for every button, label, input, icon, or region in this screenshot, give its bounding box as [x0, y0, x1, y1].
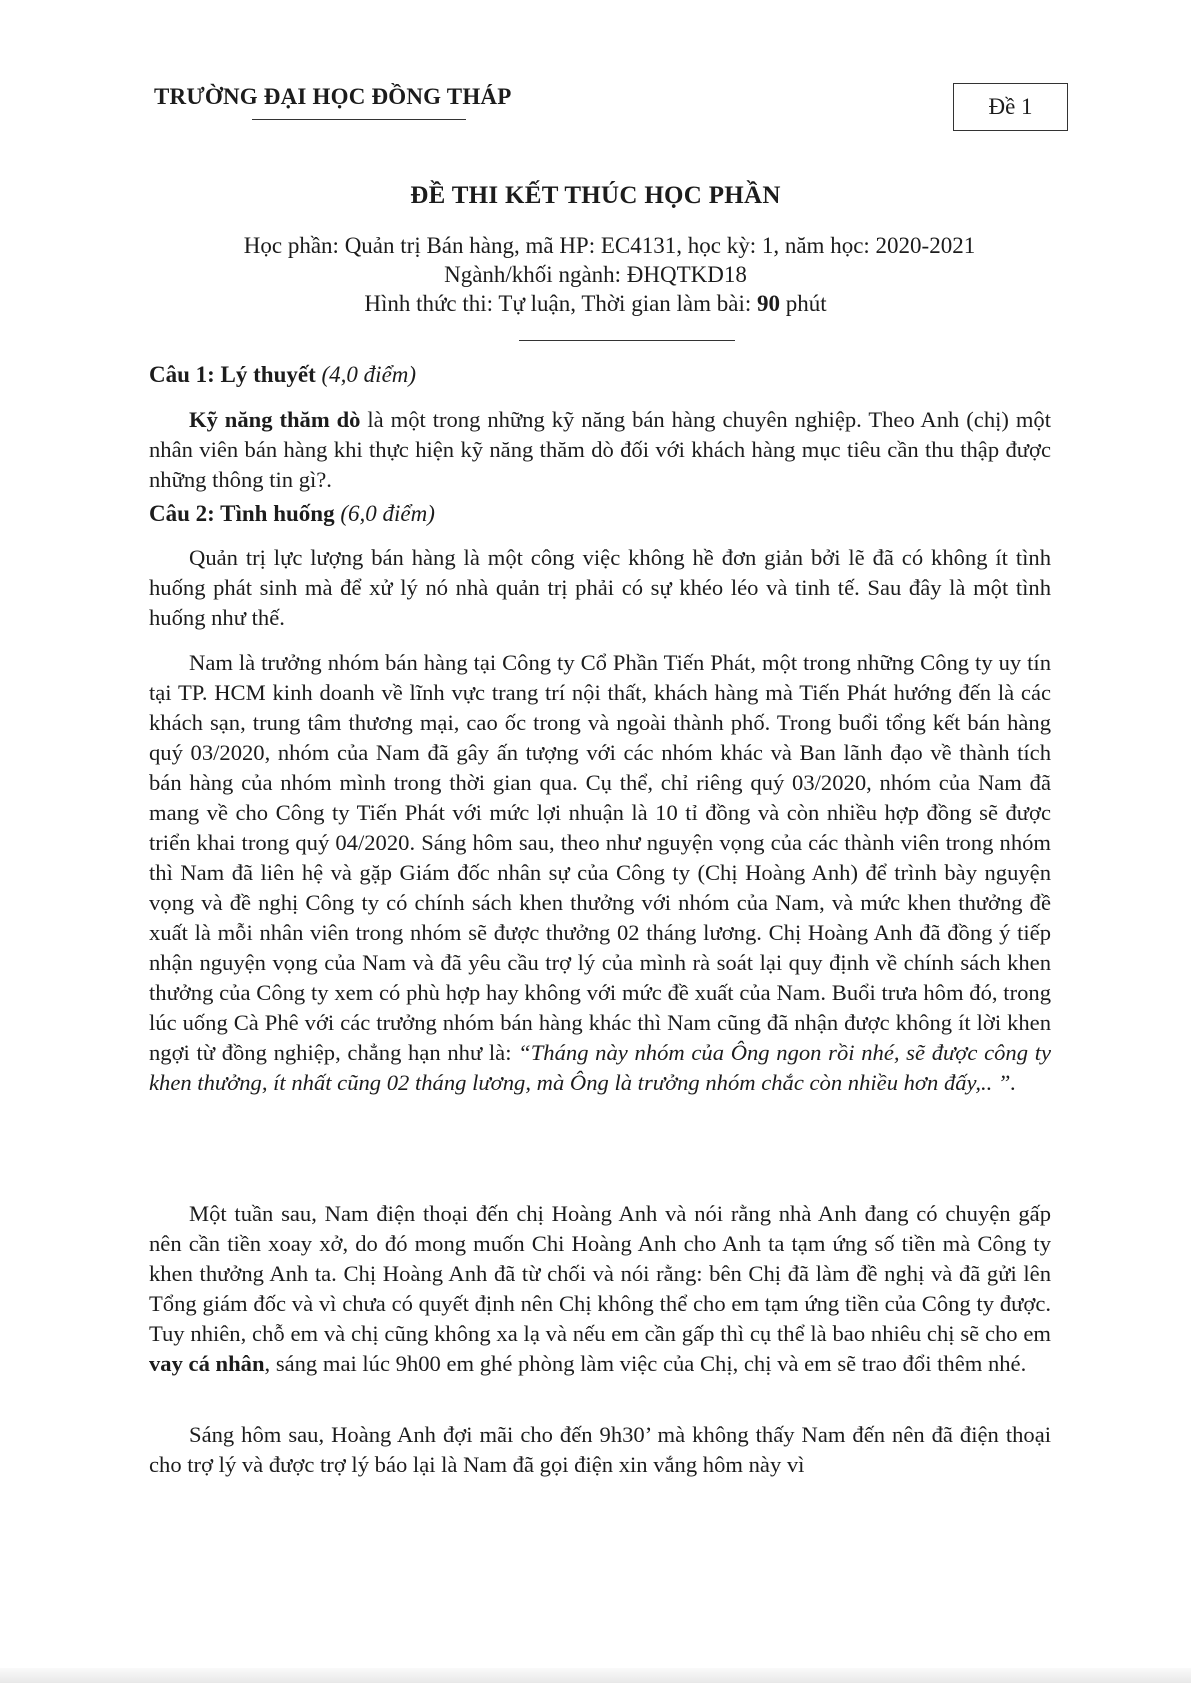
question-1-body: [149, 405, 1051, 495]
case-paragraph-2-text: Nam là trưởng nhóm bán hàng tại Công ty Cổ Phần Tiến Phát, một trong những Công ty uy tín tại TP. HCM kinh doanh về lĩnh vực trang trí nội thất, khách hàng mà Tiến Phát hướng đến là các khách sạn, trung tâm thương mại, cao ốc trong và ngoài thành phố. Trong buổi tổng kết bán hàng quý 03/2020, nhóm của Nam đã gây ấn tượng với các nhóm khác và Ban lãnh đạo về thành tích bán hàng của nhóm mình trong thời gian qua. Cụ thể, chỉ riêng quý 03/2020, nhóm của Nam đã mang về cho Công ty Tiến Phát với mức lợi nhuận là 10 tỉ đồng và còn nhiều hợp đồng sẽ được triển khai trong quý 04/2020. Sáng hôm sau, theo như nguyện vọng của các thành viên trong nhóm thì Nam đã liên hệ và gặp Giám đốc nhân sự của Công ty (Chị Hoàng Anh) để trình bày nguyện vọng và đề nghị Công ty có chính sách khen thưởng với nhóm của Nam, và mức khen thưởng đề xuất là mỗi nhân viên trong nhóm sẽ được thưởng 02 tháng lương. Chị Hoàng Anh đã đồng ý tiếp nhận nguyện vọng của Nam và đã yêu cầu trợ lý của mình rà soát lại quy định về chính sách khen thưởng của Công ty xem có phù hợp hay không với mức đề xuất của Nam. Buổi trưa hôm đó, trong lúc uống Cà Phê với các trưởng nhóm bán hàng khác thì Nam cũng đã nhận được không ít lời khen ngợi từ đồng nghiệp, chẳng hạn như là:: [149, 650, 1051, 1065]
school-underline: [252, 119, 466, 120]
question-1-heading: [149, 362, 416, 388]
case-paragraph-2: [149, 648, 1051, 1098]
format-prefix: Hình thức thi: Tự luận, Thời gian làm bài:: [364, 291, 758, 316]
case-paragraph-3-bold: vay cá nhân: [149, 1351, 265, 1376]
question-1-keyword: Kỹ năng thăm dò: [189, 407, 361, 432]
exam-format-info: [0, 291, 1191, 317]
title-divider: [519, 340, 735, 341]
question-2-points: (6,0 điểm): [340, 501, 435, 526]
school-name: TRƯỜNG ĐẠI HỌC ĐỒNG THÁP: [154, 84, 512, 109]
question-1-label: Câu 1: Lý thuyết: [149, 362, 322, 387]
question-2-label: Câu 2: Tình huống: [149, 501, 341, 526]
case-paragraph-2-quote: “Tháng này nhóm của Ông ngon rồi nhé, sẽ được công ty khen thưởng, ít nhất cũng 02 tháng lương, mà Ông là trưởng nhóm chắc còn nhiều hơn đấy,.. ”.: [149, 1040, 1051, 1095]
exam-title: ĐỀ THI KẾT THÚC HỌC PHẦN: [410, 182, 781, 209]
case-paragraph-1: Quản trị lực lượng bán hàng là một công việc không hề đơn giản bởi lẽ đã có không ít tình huống phát sinh mà để xử lý nó nhà quản trị phải có sự khéo léo và tinh tế. Sau đây là một tình huống như thế.: [149, 545, 1051, 630]
duration-value: 90: [757, 291, 781, 316]
format-suffix: phút: [780, 291, 827, 316]
question-2-heading: [149, 501, 435, 527]
case-paragraph-4: Sáng hôm sau, Hoàng Anh đợi mãi cho đến 9h30’ mà không thấy Nam đến nên đã điện thoại cho trợ lý và được trợ lý báo lại là Nam đã gọi điện xin vắng hôm này vì: [149, 1422, 1051, 1477]
exam-code: Đề 1: [988, 94, 1033, 119]
case-paragraph-3-text: Một tuần sau, Nam điện thoại đến chị Hoàng Anh và nói rằng nhà Anh đang có chuyện gấp nên cần tiền xoay xở, do đó mong muốn Chi Hoàng Anh cho Anh ta tạm ứng số tiền mà Công ty khen thưởng Anh ta. Chị Hoàng Anh đã từ chối và nói rằng: bên Chị đã làm đề nghị và đã gửi lên Tổng giám đốc và vì chưa có quyết định nên Chị không thể cho em tạm ứng tiền của Công ty được. Tuy nhiên, chỗ em và chị cũng không xa lạ và nếu em cần gấp thì cụ thể là bao nhiêu chị sẽ cho em: [149, 1201, 1051, 1346]
course-info: Học phần: Quản trị Bán hàng, mã HP: EC4131, học kỳ: 1, năm học: 2020-2021: [243, 233, 976, 258]
question-1-points: (4,0 điểm): [321, 362, 417, 387]
exam-code-box: [953, 83, 1068, 131]
case-paragraph-3-end: , sáng mai lúc 9h00 em ghé phòng làm việc của Chị, chị và em sẽ trao đổi thêm nhé.: [264, 1351, 1027, 1376]
question-1-text: là một trong những kỹ năng bán hàng chuyên nghiệp. Theo Anh (chị) một nhân viên bán hàng khi thực hiện kỹ năng thăm dò đối với khách hàng mục tiêu cần thu thập được những thông tin gì?.: [149, 407, 1051, 492]
major-info: Ngành/khối ngành: ĐHQTKD18: [444, 262, 747, 287]
scan-edge: [0, 1668, 1191, 1683]
case-paragraph-3: [149, 1199, 1051, 1379]
